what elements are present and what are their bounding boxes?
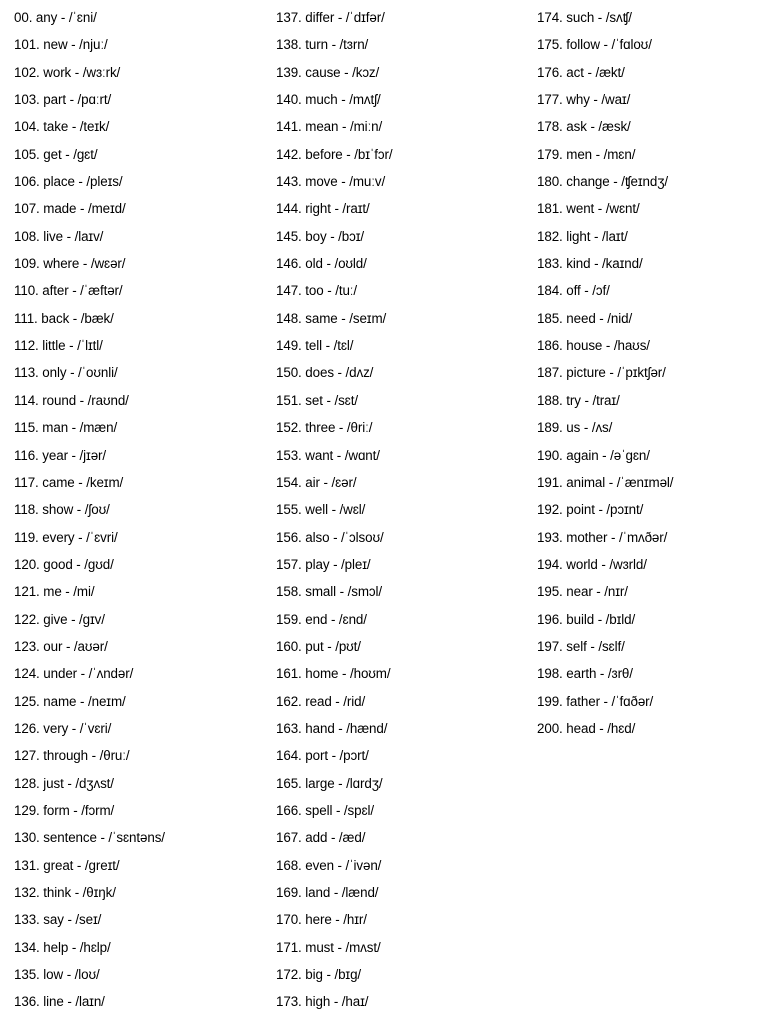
word-entry: 138. turn - /tɜrn/ xyxy=(276,37,369,53)
word-entry: 122. give - /gɪv/ xyxy=(14,611,105,627)
word-entry: 185. need - /nid/ xyxy=(537,310,633,326)
word-entry: 151. set - /sɛt/ xyxy=(276,392,358,408)
word-entry: 130. sentence - /ˈsɛntəns/ xyxy=(14,830,165,846)
word-entry: 184. off - /ɔf/ xyxy=(537,283,610,299)
word-entry: 133. say - /seɪ/ xyxy=(14,912,102,928)
word-entry: 127. through - /θruː/ xyxy=(14,748,130,764)
word-entry: 110. after - /ˈæftər/ xyxy=(14,283,123,299)
word-entry: 119. every - /ˈɛvri/ xyxy=(14,529,118,545)
word-entry: 00. any - /ˈɛni/ xyxy=(14,10,97,25)
word-entry: 161. home - /hoʊm/ xyxy=(276,666,391,682)
word-entry: 196. build - /bɪld/ xyxy=(537,611,636,627)
word-entry: 193. mother - /ˈmʌðər/ xyxy=(537,529,668,545)
word-entry: 139. cause - /kɔz/ xyxy=(276,64,380,80)
word-entry: 124. under - /ˈʌndər/ xyxy=(14,666,134,682)
word-entry: 169. land - /lænd/ xyxy=(276,885,379,900)
word-entry: 135. low - /loʊ/ xyxy=(14,967,100,983)
word-entry: 147. too - /tuː/ xyxy=(276,283,358,299)
word-entry: 107. made - /meɪd/ xyxy=(14,201,126,217)
word-entry: 136. line - /laɪn/ xyxy=(14,994,105,1010)
word-entry: 183. kind - /kaɪnd/ xyxy=(537,256,643,272)
word-column-1 xyxy=(14,4,264,1016)
word-entry: 104. take - /teɪk/ xyxy=(14,119,110,135)
word-entry: 143. move - /muːv/ xyxy=(276,174,386,190)
word-entry: 118. show - /ʃoʊ/ xyxy=(14,502,110,518)
word-entry: 152. three - /θriː/ xyxy=(276,420,373,436)
word-entry: 166. spell - /spɛl/ xyxy=(276,802,375,818)
word-entry: 179. men - /mɛn/ xyxy=(537,146,636,162)
word-entry: 177. why - /waɪ/ xyxy=(537,92,631,108)
word-entry: 125. name - /neɪm/ xyxy=(14,693,126,709)
word-entry: 164. port - /pɔrt/ xyxy=(276,748,369,764)
word-entry: 199. father - /ˈfɑðər/ xyxy=(537,693,654,709)
word-entry: 117. came - /keɪm/ xyxy=(14,474,124,490)
word-entry: 132. think - /θɪŋk/ xyxy=(14,885,116,900)
word-entry: 162. read - /rid/ xyxy=(276,693,366,709)
word-entry: 159. end - /ɛnd/ xyxy=(276,611,367,627)
word-entry: 188. try - /traɪ/ xyxy=(537,392,620,408)
word-entry: 198. earth - /ɜrθ/ xyxy=(537,666,633,682)
word-entry: 140. much - /mʌtʃ/ xyxy=(276,92,381,108)
word-entry: 105. get - /gɛt/ xyxy=(14,146,98,162)
word-entry: 116. year - /jɪər/ xyxy=(14,447,107,463)
word-entry: 153. want - /wɑnt/ xyxy=(276,447,380,463)
word-entry: 197. self - /sɛlf/ xyxy=(537,638,625,654)
word-entry: 178. ask - /æsk/ xyxy=(537,119,631,135)
word-entry: 168. even - /ˈivən/ xyxy=(276,857,382,873)
word-entry: 126. very - /ˈvɛri/ xyxy=(14,720,112,736)
word-entry: 163. hand - /hænd/ xyxy=(276,720,388,736)
word-entry: 190. again - /əˈgɛn/ xyxy=(537,447,650,463)
word-entry: 128. just - /dʒʌst/ xyxy=(14,775,114,791)
word-entry: 187. picture - /ˈpɪktʃər/ xyxy=(537,365,666,381)
word-entry: 181. went - /wɛnt/ xyxy=(537,201,640,217)
word-entry: 112. little - /ˈlɪtl/ xyxy=(14,338,103,354)
word-entry: 101. new - /njuː/ xyxy=(14,37,108,53)
word-entry: 108. live - /laɪv/ xyxy=(14,228,104,244)
word-entry: 129. form - /fɔrm/ xyxy=(14,802,115,818)
word-entry: 195. near - /nɪr/ xyxy=(537,584,628,600)
word-entry: 157. play - /pleɪ/ xyxy=(276,556,371,572)
word-entry: 155. well - /wɛl/ xyxy=(276,502,366,518)
word-entry: 114. round - /raʊnd/ xyxy=(14,392,129,408)
word-entry: 192. point - /pɔɪnt/ xyxy=(537,502,644,518)
word-entry: 120. good - /gʊd/ xyxy=(14,556,114,572)
word-entry: 194. world - /wɜrld/ xyxy=(537,556,647,572)
word-entry: 170. here - /hɪr/ xyxy=(276,912,367,928)
word-entry: 134. help - /hɛlp/ xyxy=(14,939,111,955)
word-entry: 146. old - /oʊld/ xyxy=(276,256,367,272)
word-entry: 186. house - /haʊs/ xyxy=(537,338,650,354)
word-entry: 160. put - /pʊt/ xyxy=(276,638,361,654)
word-entry: 167. add - /æd/ xyxy=(276,830,366,846)
word-entry: 180. change - /ʧeɪndʒ/ xyxy=(537,174,669,190)
word-entry: 141. mean - /miːn/ xyxy=(276,119,383,135)
word-entry: 175. follow - /ˈfɑloʊ/ xyxy=(537,37,652,53)
word-entry: 123. our - /aʊər/ xyxy=(14,638,108,654)
word-entry: 189. us - /ʌs/ xyxy=(537,420,613,436)
word-entry: 156. also - /ˈɔlsoʊ/ xyxy=(276,529,384,545)
word-entry: 191. animal - /ˈænɪməl/ xyxy=(537,474,674,490)
word-entry: 173. high - /haɪ/ xyxy=(276,994,369,1010)
word-entry: 176. act - /ækt/ xyxy=(537,64,625,80)
word-entry: 137. differ - /ˈdɪfər/ xyxy=(276,10,385,25)
word-entry: 111. back - /bæk/ xyxy=(14,310,114,326)
word-entry: 154. air - /ɛər/ xyxy=(276,474,357,490)
word-entry: 182. light - /laɪt/ xyxy=(537,228,628,244)
word-entry: 121. me - /mi/ xyxy=(14,584,95,600)
word-entry: 102. work - /wɜːrk/ xyxy=(14,64,121,80)
word-entry: 149. tell - /tɛl/ xyxy=(276,338,354,354)
word-entry: 144. right - /raɪt/ xyxy=(276,201,370,217)
word-column-3 xyxy=(537,4,762,742)
word-entry: 200. head - /hɛd/ xyxy=(537,720,636,736)
word-entry: 172. big - /bɪg/ xyxy=(276,967,362,983)
word-entry: 174. such - /sʌʧ/ xyxy=(537,10,632,25)
word-entry: 106. place - /pleɪs/ xyxy=(14,174,123,190)
word-entry: 115. man - /mæn/ xyxy=(14,420,118,436)
word-entry: 148. same - /seɪm/ xyxy=(276,310,387,326)
word-entry: 158. small - /smɔl/ xyxy=(276,584,382,600)
word-entry: 109. where - /wɛər/ xyxy=(14,256,126,272)
word-entry: 165. large - /lɑrdʒ/ xyxy=(276,775,383,791)
word-entry: 142. before - /bɪˈfɔr/ xyxy=(276,146,393,162)
word-entry: 103. part - /pɑːrt/ xyxy=(14,92,112,108)
word-entry: 131. great - /greɪt/ xyxy=(14,857,120,873)
word-entry: 145. boy - /bɔɪ/ xyxy=(276,228,365,244)
word-entry: 113. only - /ˈoʊnli/ xyxy=(14,365,118,381)
word-entry: 150. does - /dʌz/ xyxy=(276,365,374,381)
word-column-2 xyxy=(276,4,526,1016)
word-entry: 171. must - /mʌst/ xyxy=(276,939,381,955)
